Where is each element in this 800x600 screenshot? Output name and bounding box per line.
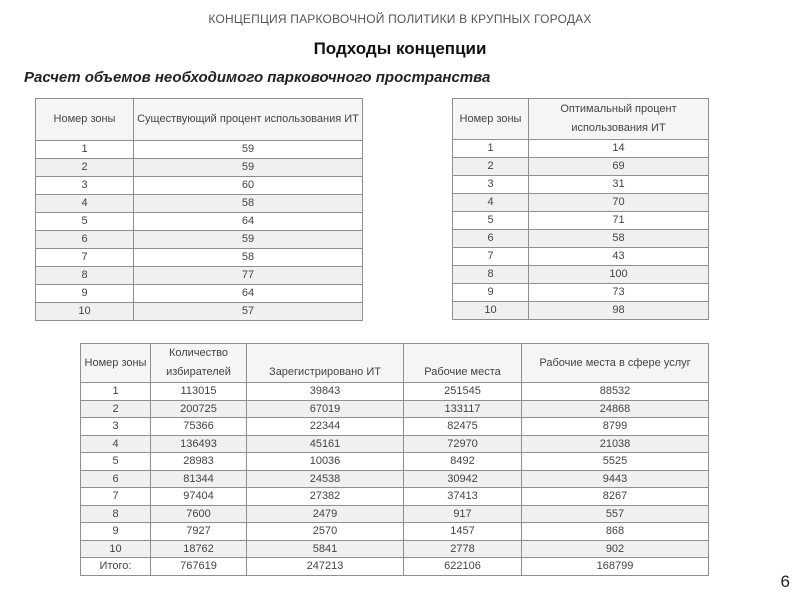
table-cell: 59 bbox=[134, 159, 363, 177]
table-cell: Итого: bbox=[81, 558, 151, 576]
table-row bbox=[81, 453, 709, 471]
table-row bbox=[453, 284, 709, 302]
table-cell: 8492 bbox=[404, 453, 522, 471]
table-cell: 9 bbox=[36, 285, 134, 303]
column-header: Номер зоны bbox=[36, 99, 134, 141]
table-cell: 69 bbox=[529, 158, 709, 176]
table-cell: 4 bbox=[36, 195, 134, 213]
table-cell: 4 bbox=[453, 194, 529, 212]
table-row bbox=[36, 303, 363, 321]
table-cell: 168799 bbox=[522, 558, 709, 576]
slide-title: Подходы концепции bbox=[313, 39, 487, 58]
column-header: Зарегистрировано ИТ bbox=[247, 344, 404, 383]
table-row bbox=[81, 470, 709, 488]
table-row bbox=[81, 400, 709, 418]
table-cell: 10036 bbox=[247, 453, 404, 471]
table-cell: 45161 bbox=[247, 435, 404, 453]
table-cell: 8 bbox=[36, 267, 134, 285]
table-cell: 97404 bbox=[151, 488, 247, 506]
table-cell: 10 bbox=[453, 302, 529, 320]
table-cell: 59 bbox=[134, 141, 363, 159]
table-cell: 917 bbox=[404, 505, 522, 523]
table-cell: 9443 bbox=[522, 470, 709, 488]
table-cell: 59 bbox=[134, 231, 363, 249]
table-cell: 58 bbox=[134, 249, 363, 267]
table-cell: 7 bbox=[81, 488, 151, 506]
table-row bbox=[36, 195, 363, 213]
table-cell: 8799 bbox=[522, 418, 709, 436]
table-cell: 6 bbox=[453, 230, 529, 248]
table-row bbox=[453, 194, 709, 212]
table-row bbox=[36, 285, 363, 303]
table-cell: 247213 bbox=[247, 558, 404, 576]
table-cell: 39843 bbox=[247, 383, 404, 401]
table-row bbox=[453, 248, 709, 266]
table-row bbox=[453, 230, 709, 248]
table-cell: 7 bbox=[453, 248, 529, 266]
table-cell: 75366 bbox=[151, 418, 247, 436]
table-cell: 3 bbox=[453, 176, 529, 194]
table-row bbox=[453, 158, 709, 176]
table-cell: 88532 bbox=[522, 383, 709, 401]
table-row bbox=[453, 266, 709, 284]
slide-subtitle: Расчет объемов необходимого парковочного пространства bbox=[24, 69, 491, 86]
table-cell: 2570 bbox=[247, 523, 404, 541]
table-cell: 37413 bbox=[404, 488, 522, 506]
table-cell: 136493 bbox=[151, 435, 247, 453]
table-cell: 7600 bbox=[151, 505, 247, 523]
table-row bbox=[453, 302, 709, 320]
table-cell: 21038 bbox=[522, 435, 709, 453]
table-cell: 81344 bbox=[151, 470, 247, 488]
table-cell: 71 bbox=[529, 212, 709, 230]
table-cell: 10 bbox=[81, 540, 151, 558]
table-cell: 64 bbox=[134, 285, 363, 303]
table-cell: 8267 bbox=[522, 488, 709, 506]
table-cell: 58 bbox=[134, 195, 363, 213]
table-cell: 18762 bbox=[151, 540, 247, 558]
table-row bbox=[36, 159, 363, 177]
table-cell: 70 bbox=[529, 194, 709, 212]
table-cell: 8 bbox=[453, 266, 529, 284]
table-cell: 27382 bbox=[247, 488, 404, 506]
table-cell: 133117 bbox=[404, 400, 522, 418]
table-row bbox=[453, 140, 709, 158]
table-cell: 14 bbox=[529, 140, 709, 158]
table-row bbox=[36, 231, 363, 249]
table-cell: 4 bbox=[81, 435, 151, 453]
table-cell: 98 bbox=[529, 302, 709, 320]
table-cell: 902 bbox=[522, 540, 709, 558]
table-row bbox=[81, 435, 709, 453]
table-row bbox=[81, 418, 709, 436]
table-cell: 113015 bbox=[151, 383, 247, 401]
table-cell: 2 bbox=[81, 400, 151, 418]
table-cell: 7927 bbox=[151, 523, 247, 541]
table-cell: 251545 bbox=[404, 383, 522, 401]
table-row bbox=[81, 523, 709, 541]
table-cell: 100 bbox=[529, 266, 709, 284]
table-cell: 1457 bbox=[404, 523, 522, 541]
table-row bbox=[81, 558, 709, 576]
table-cell: 2 bbox=[453, 158, 529, 176]
table-row bbox=[36, 249, 363, 267]
table-cell: 557 bbox=[522, 505, 709, 523]
table-cell: 57 bbox=[134, 303, 363, 321]
table-cell: 64 bbox=[134, 213, 363, 231]
table-cell: 1 bbox=[36, 141, 134, 159]
table-row bbox=[81, 540, 709, 558]
table-cell: 5 bbox=[81, 453, 151, 471]
column-header: Существующий процент использования ИТ bbox=[134, 99, 363, 141]
table-row bbox=[81, 488, 709, 506]
table-cell: 767619 bbox=[151, 558, 247, 576]
table-cell: 9 bbox=[453, 284, 529, 302]
column-header: Номер зоны bbox=[81, 344, 151, 383]
column-header: Оптимальный процент использования ИТ bbox=[529, 99, 709, 140]
table-cell: 77 bbox=[134, 267, 363, 285]
table-cell: 6 bbox=[81, 470, 151, 488]
table-cell: 30942 bbox=[404, 470, 522, 488]
table-cell: 2778 bbox=[404, 540, 522, 558]
table-cell: 73 bbox=[529, 284, 709, 302]
table-row bbox=[36, 141, 363, 159]
table-cell: 5 bbox=[453, 212, 529, 230]
table-cell: 1 bbox=[453, 140, 529, 158]
table-cell: 31 bbox=[529, 176, 709, 194]
table-cell: 60 bbox=[134, 177, 363, 195]
table-cell: 8 bbox=[81, 505, 151, 523]
presentation-header: КОНЦЕПЦИЯ ПАРКОВОЧНОЙ ПОЛИТИКИ В КРУПНЫХ ГОРОДАХ bbox=[208, 12, 592, 26]
table-cell: 622106 bbox=[404, 558, 522, 576]
table-cell: 58 bbox=[529, 230, 709, 248]
table-cell: 5525 bbox=[522, 453, 709, 471]
table-cell: 22344 bbox=[247, 418, 404, 436]
column-header: Рабочие места в сфере услуг bbox=[522, 344, 709, 383]
column-header: Рабочие места bbox=[404, 344, 522, 383]
optimal-usage-table bbox=[452, 98, 709, 320]
table-cell: 82475 bbox=[404, 418, 522, 436]
table-cell: 6 bbox=[36, 231, 134, 249]
table-cell: 2 bbox=[36, 159, 134, 177]
column-header: Количество избирателей bbox=[151, 344, 247, 383]
table-cell: 28983 bbox=[151, 453, 247, 471]
table-row bbox=[453, 176, 709, 194]
table-cell: 67019 bbox=[247, 400, 404, 418]
column-header: Номер зоны bbox=[453, 99, 529, 140]
table-cell: 24868 bbox=[522, 400, 709, 418]
table-cell: 24538 bbox=[247, 470, 404, 488]
zones-statistics-table bbox=[80, 343, 709, 576]
table-cell: 3 bbox=[36, 177, 134, 195]
table-cell: 7 bbox=[36, 249, 134, 267]
page-number: 6 bbox=[780, 572, 790, 591]
table-cell: 200725 bbox=[151, 400, 247, 418]
table-cell: 2479 bbox=[247, 505, 404, 523]
table-row bbox=[36, 213, 363, 231]
table-cell: 5 bbox=[36, 213, 134, 231]
table-row bbox=[36, 177, 363, 195]
table-cell: 10 bbox=[36, 303, 134, 321]
table-cell: 5841 bbox=[247, 540, 404, 558]
table-cell: 868 bbox=[522, 523, 709, 541]
table-row bbox=[81, 505, 709, 523]
table-cell: 43 bbox=[529, 248, 709, 266]
table-cell: 72970 bbox=[404, 435, 522, 453]
existing-usage-table bbox=[35, 98, 363, 321]
table-row bbox=[36, 267, 363, 285]
table-cell: 9 bbox=[81, 523, 151, 541]
table-cell: 1 bbox=[81, 383, 151, 401]
table-row bbox=[81, 383, 709, 401]
table-row bbox=[453, 212, 709, 230]
table-cell: 3 bbox=[81, 418, 151, 436]
